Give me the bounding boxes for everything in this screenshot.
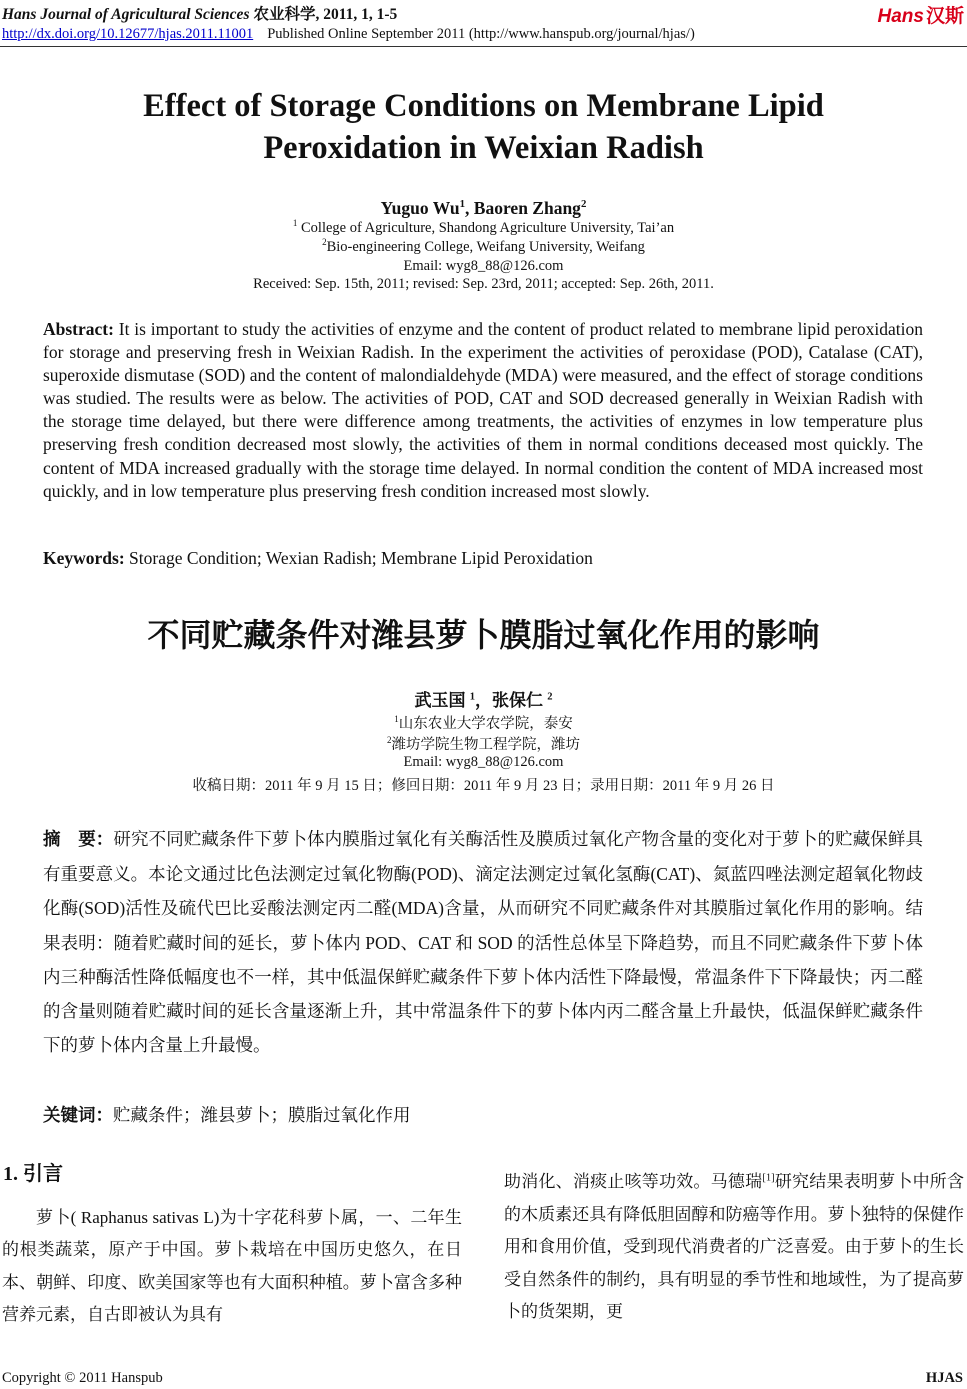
aff-2-sup: 2 (322, 237, 327, 248)
email-cn: Email: wyg8_88@126.com (403, 754, 564, 770)
abstract-label-cn: 摘 要： (43, 830, 114, 850)
author-1-cn: 武玉国 (414, 691, 466, 710)
body-left-column: 萝卜( Raphanus sativas L)为十字花科萝卜属，一、二年生的根类蔬菜，原产于中国。萝卜栽培在中国历史悠久，在日本、朝鲜、印度、欧美国家等也有大面积种植。萝卜富含多种营养元素，自古即被认为具有 (2, 1208, 462, 1324)
logo-text-cn: 汉斯 (925, 6, 964, 27)
aff-2-text: Bio-engineering College, Weifang University, Weifang (326, 239, 645, 255)
author-separator-cn: ， (475, 691, 492, 710)
footer-journal: HJAS (925, 1370, 963, 1386)
citation-ref[interactable]: [1] (762, 1172, 775, 1184)
author-2-sup: 2 (580, 198, 587, 211)
author-2-cn-sup: 2 (547, 691, 553, 703)
affiliation-2-en (0, 239, 967, 256)
title-en-line-2: Peroxidation in Weixian Radish (263, 130, 704, 166)
aff-1-cn-sup: 1 (394, 714, 399, 725)
aff-1-cn-text: 山东农业大学农学院，泰安 (398, 716, 573, 732)
journal-name-cn: 农业科学 (253, 6, 316, 23)
author-2-cn: 张保仁 (492, 691, 543, 710)
received-dates-en: Received: Sep. 15th, 2011; revised: Sep. 23rd, 2011; accepted: Sep. 26th, 2011. (253, 276, 714, 292)
right-col-text-1: 助消化、消痰止咳等功效。马德瑞 (504, 1172, 763, 1191)
title-en-line-1: Effect of Storage Conditions on Membrane Lipid (143, 88, 824, 124)
aff-1-sup: 1 (292, 218, 298, 229)
keywords-text-en: Storage Condition; Wexian Radish; Membrane Lipid Peroxidation (124, 548, 593, 568)
email-en: Email: wyg8_88@126.com (403, 258, 564, 274)
abstract-text-en: It is important to study the activities of enzyme and the content of product related to membrane lipid peroxidation for storage and preserving fresh in Weixian Radish. In the experiment the activities of peroxidase (POD), Catalase (CAT), superoxide dismutase (SOD) and the content of malondialdehyde (MDA) were measured, and the effect of storage conditions was studied. The results were as below. The activities of POD, CAT and SOD decreased generally in Weixian Radish with the storage time delayed, but there were difference among treatments, the activities of enzymes in low temperature plus preserving fresh condition decreased most slowly, the activities of them in normal conditions deceased most quickly. The content of MDA increased gradually with the storage time delayed. In normal condition the content of MDA increased most quickly, and in low temperature plus preserving fresh condition increased most slowly. (43, 319, 923, 501)
footer-copyright: Copyright © 2011 Hanspub (2, 1370, 163, 1386)
keywords-label-en: Keywords: (43, 548, 125, 568)
section-1-heading (3, 1157, 63, 1186)
author-1-sup: 1 (459, 198, 466, 211)
paper-title-cn: 不同贮藏条件对潍县萝卜膜脂过氧化作用的影响 (147, 616, 820, 654)
paper-title-en (40, 85, 927, 169)
header-divider (0, 46, 967, 47)
keywords-text-cn: 贮藏条件；潍县萝卜；膜脂过氧化作用 (113, 1105, 411, 1125)
logo-text: Hans (877, 6, 924, 27)
keywords-en (43, 548, 593, 569)
author-1-cn-sup: 1 (469, 691, 475, 703)
affiliation-1-en (0, 220, 967, 237)
keywords-cn (43, 1102, 411, 1127)
author-2: Baoren Zhang (473, 198, 581, 218)
running-header (2, 2, 397, 24)
affiliation-1-cn (0, 712, 967, 733)
received-dates-cn: 收稿日期：2011 年 9 月 15 日；修回日期：2011 年 9 月 23 日；录用日期：2011 年 9 月 26 日 (192, 778, 775, 794)
section-1-title: 引言 (23, 1161, 63, 1185)
aff-1-text: College of Agriculture, Shandong Agriculture University, Tai’an (297, 220, 675, 236)
abstract-en (43, 318, 923, 503)
authors-cn (0, 686, 967, 711)
hans-logo (878, 1, 964, 28)
author-separator: , (465, 198, 474, 218)
aff-2-cn-text: 潍坊学院生物工程学院，潍坊 (391, 737, 580, 753)
doi-link[interactable]: http://dx.doi.org/10.12677/hjas.2011.11001 (2, 26, 254, 42)
affiliation-2-cn (0, 733, 967, 754)
section-1-number: 1. (3, 1163, 18, 1185)
journal-citation: , 2011, 1, 1-5 (315, 6, 398, 23)
abstract-cn (43, 822, 923, 1062)
abstract-text-cn: 研究不同贮藏条件下萝卜体内膜脂过氧化有关酶活性及膜质过氧化产物含量的变化对于萝卜的贮藏保鲜具有重要意义。本论文通过比色法测定过氧化物酶(POD)、滴定法测定过氧化氢酶(CAT)、氮蓝四唑法测定超氧化物歧化酶(SOD)活性及硫代巴比妥酸法测定丙二醛(MDA)含量，从而研究不同贮藏条件对其膜脂过氧化作用的影响。结果表明：随着贮藏时间的延长，萝卜体内 POD、CAT 和 SOD 的活性总体呈下降趋势，而且不同贮藏条件下萝卜体内三种酶活性降低幅度也不一样，其中低温保鲜贮藏条件下萝卜体内活性下降最慢，常温条件下下降最快；丙二醛的含量则随着贮藏时间的延长含量逐渐上升，其中常温条件下的萝卜体内丙二醛含量上升最快，低温保鲜贮藏条件下的萝卜体内含量上升最慢。 (43, 829, 924, 1056)
journal-name: Hans Journal of Agricultural Sciences (2, 6, 250, 23)
author-1: Yuguo Wu (380, 198, 460, 218)
aff-2-cn-sup: 2 (387, 735, 392, 746)
right-col-text-2: 研究结果表明萝卜中所含的木质素还具有降低胆固醇和防癌等作用。萝卜独特的保健作用和食用价值，受到现代消费者的广泛喜爱。由于萝卜的生长受自然条件的制约，具有明显的季节性和地域性，为了提高萝卜的货架期，更 (504, 1172, 965, 1322)
published-online: Published Online September 2011 (http://www.hanspub.org/journal/hjas/) (267, 26, 695, 42)
keywords-label-cn: 关键词： (43, 1106, 113, 1126)
authors-en (0, 198, 967, 219)
body-right-column (504, 1166, 964, 1329)
doi-line (2, 26, 695, 43)
abstract-label-en: Abstract: (43, 319, 114, 339)
